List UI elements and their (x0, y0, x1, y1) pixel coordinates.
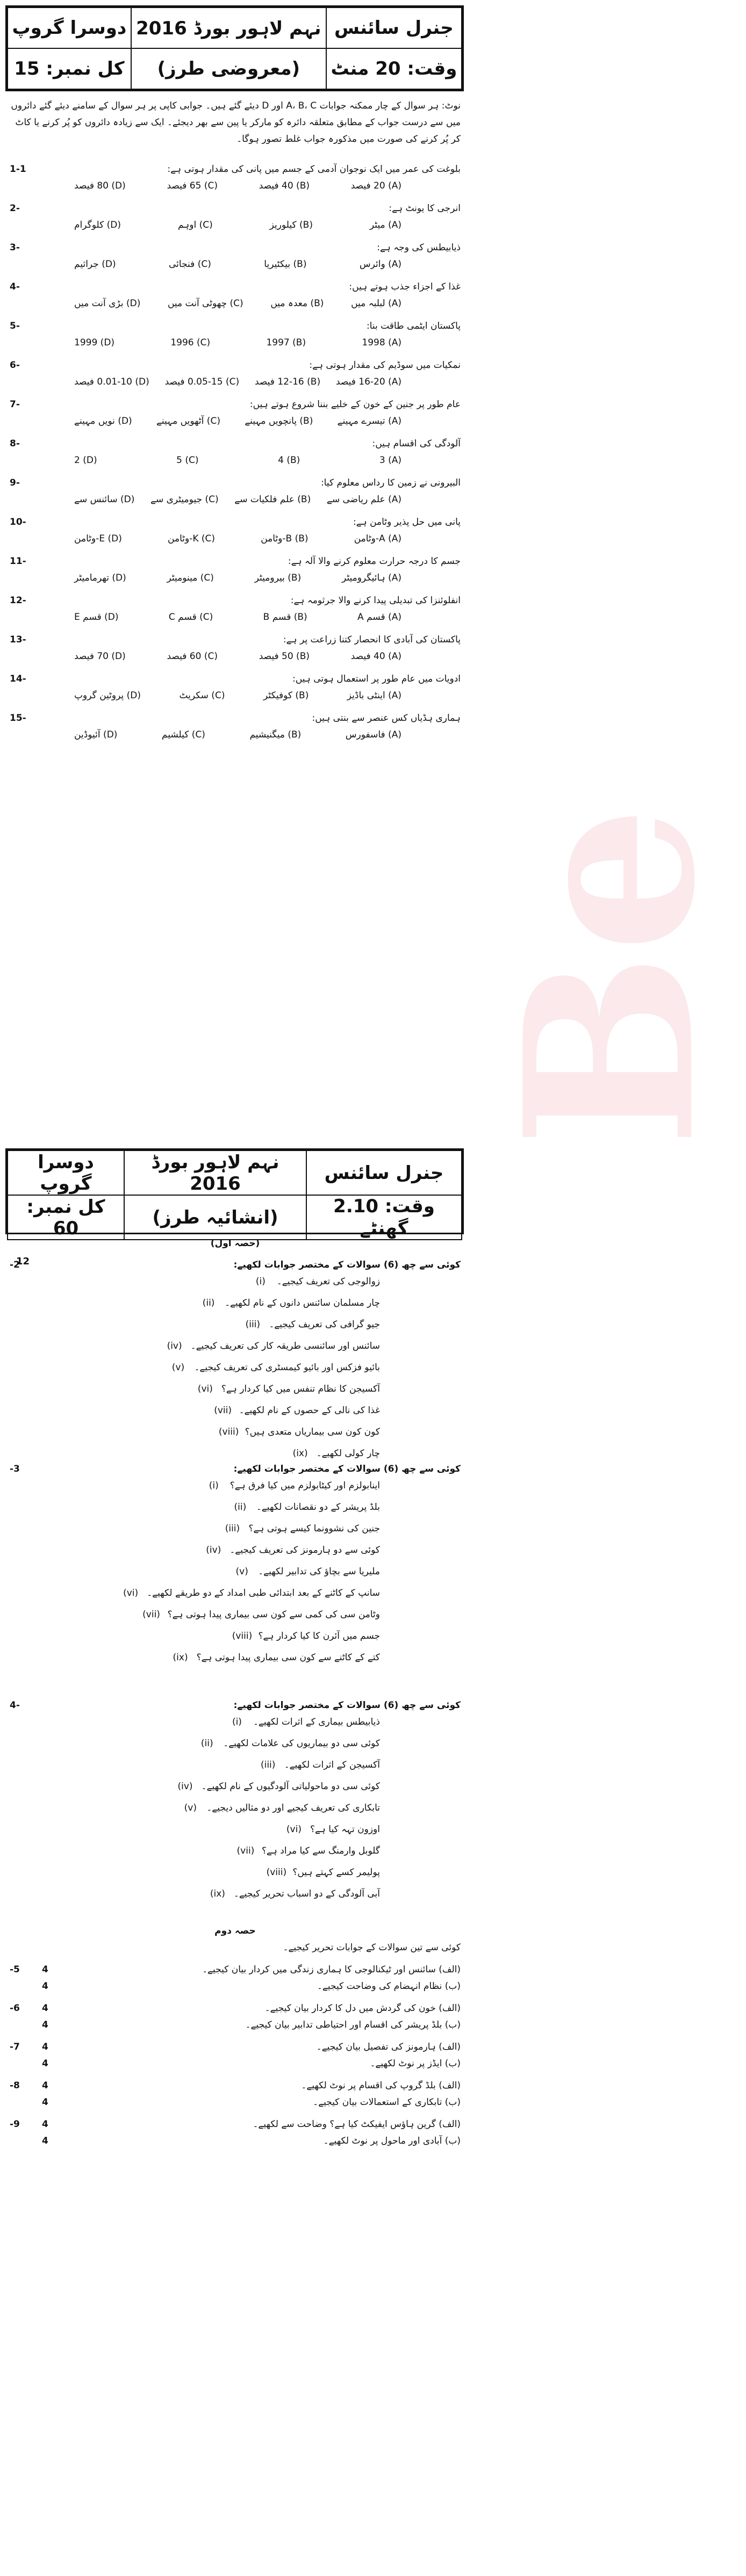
mcq-options (10, 531, 461, 547)
mcq-item (10, 318, 461, 351)
mcq-item (10, 357, 461, 390)
long-question-a-row (10, 2116, 461, 2133)
long-question-b-row (10, 2094, 461, 2111)
mcq-options (10, 295, 461, 312)
mcq-number: 7- (10, 399, 20, 410)
sub-question-text: وٹامن سی کی کمی سے کون سی بیماری پیدا ہوتی ہے؟ (167, 1609, 380, 1620)
mcq-options (10, 570, 461, 587)
long-question-b: (ب) نظام انہضام کی وضاحت کیجیے۔ (317, 1981, 461, 1992)
sub-question-text: ملیریا سے بچاؤ کی تدابیر لکھیے۔ (258, 1566, 380, 1577)
long-question (10, 1962, 461, 1995)
mcq-options (10, 648, 461, 665)
q2-sub-question (10, 1424, 461, 1441)
q2-sub-question (10, 1445, 461, 1462)
mcq-option: (C) K-وٹامن (168, 533, 216, 544)
mcq-text: بلوغت کی عمر میں ایک نوجوان آدمی کے جسم میں پانی کی مقدار ہوتی ہے: (167, 164, 461, 175)
long-question-a-row (10, 2078, 461, 2094)
mcq-item (10, 436, 461, 469)
mcq-item (10, 632, 461, 665)
mcq-section (10, 161, 461, 749)
q4-sub-question (10, 1864, 461, 1881)
mcq-option: (D) 2 (74, 455, 97, 466)
mcq-option: (C) 1996 (170, 337, 211, 348)
question-2 (10, 1257, 461, 1467)
mcq-text: ذیابیطس کی وجہ ہے: (377, 242, 461, 253)
sub-question-roman: (i) (232, 1717, 242, 1727)
sub-question-roman: (ix) (292, 1448, 308, 1459)
long-question-a-row (10, 2000, 461, 2017)
long-question-number: -9 (10, 2119, 20, 2130)
q2-sub-question (10, 1316, 461, 1333)
q3-sub-question (10, 1542, 461, 1559)
spacer (10, 1978, 35, 1995)
mcq-option: (D) کلوگرام (74, 220, 121, 230)
sub-question-text: بلڈ پریشر کے دو نقصانات لکھیے۔ (256, 1502, 380, 1513)
sub-question-text: سانپ کے کاٹنے کے بعد ابتدائی طبی امداد کے دو طریقے لکھیے۔ (147, 1588, 380, 1598)
mcq-option: (D) تھرمامیٹر (74, 573, 126, 583)
long-question-a: (الف) گرین ہاؤس ایفیکٹ کیا ہے؟ وضاحت سے لکھیے۔ (253, 2119, 461, 2130)
sub-question-text: گلوبل وارمنگ سے کیا مراد ہے؟ (261, 1846, 380, 1856)
paper2-marks: کل نمبر: 60 (8, 1195, 124, 1240)
mcq-option: (A) تیسرے مہینے (337, 416, 401, 426)
long-question-b-row (10, 2056, 461, 2072)
sub-question-text: سائنس اور سائنسی طریقہ کار کی تعریف کیجیے۔ (190, 1341, 380, 1351)
mcq-question-row (10, 475, 461, 491)
long-question-b-row (10, 2017, 461, 2034)
q4-sub-question (10, 1800, 461, 1817)
long-question-b-marks: 4 (42, 2136, 48, 2146)
mcq-text: پانی میں حل پذیر وٹامن ہے: (353, 517, 461, 527)
q3-sub-question (10, 1649, 461, 1666)
mcq-question-row (10, 514, 461, 531)
mcq-option: (C) فنجائی (169, 259, 211, 270)
mcq-item (10, 514, 461, 547)
mcq-options (10, 491, 461, 508)
mcq-option: (A) اینٹی باڈیز (347, 690, 401, 701)
mcq-option: (D) آئیوڈین (74, 729, 118, 740)
mcq-option: (B) بیکٹیریا (264, 259, 307, 270)
sub-question-roman: (iv) (177, 1781, 193, 1792)
mcq-option: (A) قسم A (357, 612, 401, 623)
sub-question-text: جنین کی نشوونما کیسے ہوتی ہے؟ (248, 1523, 380, 1534)
mcq-question-row (10, 553, 461, 570)
mcq-number: 6- (10, 360, 20, 371)
mcq-question-row (10, 240, 461, 256)
q3-sub-question (10, 1521, 461, 1537)
mcq-option: (D) 1999 (74, 337, 115, 348)
sub-question-roman: (vii) (236, 1846, 255, 1856)
q4-sub-question (10, 1778, 461, 1795)
sub-question-roman: (vii) (142, 1609, 160, 1620)
paper2-group: دوسرا گروپ (8, 1150, 124, 1195)
mcq-options (10, 256, 461, 273)
long-question-a-row (10, 1962, 461, 1978)
q4-sub-question (10, 1886, 461, 1902)
mcq-option: (B) پانچویں مہینے (245, 416, 313, 426)
q2-marks: 12 (16, 1256, 30, 1267)
mcq-number: 11- (10, 556, 26, 567)
q4-sub-question (10, 1714, 461, 1731)
mcq-option: (C) مینومیٹر (167, 573, 214, 583)
long-question-a: (الف) ہارمونز کی تفصیل بیان کیجیے۔ (316, 2042, 461, 2052)
mcq-number: 13- (10, 634, 26, 645)
long-question-b-row (10, 1978, 461, 1995)
mcq-option: (D) جراثیم (74, 259, 116, 270)
mcq-option: (C) سکریٹ (179, 690, 225, 701)
mcq-question-row (10, 592, 461, 609)
sub-question-roman: (i) (255, 1276, 266, 1287)
sub-question-roman: (iv) (206, 1545, 221, 1555)
q2-sub-question (10, 1359, 461, 1376)
q3-sub-question (10, 1607, 461, 1623)
mcq-text: انفلوئنزا کی تبدیلی پیدا کرنے والا جرثومہ ہے: (290, 595, 461, 606)
mcq-option: (A) میٹر (369, 220, 401, 230)
sub-question-text: زوالوجی کی تعریف کیجیے۔ (276, 1276, 380, 1287)
mcq-number: 8- (10, 438, 20, 449)
mcq-item (10, 592, 461, 626)
q2-number: -2 (10, 1260, 20, 1270)
q2-sub-question (10, 1338, 461, 1355)
mcq-option: (A) علم ریاضی سے (326, 494, 401, 505)
mcq-question-row (10, 318, 461, 335)
sub-question-text: ذیابیطس بیماری کے اثرات لکھیے۔ (253, 1717, 380, 1727)
mcq-option: (B) 50 فیصد (259, 651, 310, 662)
paper-type: (معروضی طرز) (131, 48, 326, 89)
mcq-options (10, 178, 461, 194)
long-question-b: (ب) ایڈز پر نوٹ لکھیے۔ (370, 2058, 461, 2069)
sub-question-text: آکسیجن کے اثرات لکھیے۔ (284, 1760, 380, 1770)
q2-head: کوئی سے چھ (6) سوالات کے مختصر جوابات لکھیے: (233, 1260, 461, 1270)
long-question-number: -7 (10, 2042, 20, 2052)
mcq-option: (D) 70 فیصد (74, 651, 126, 662)
q3-head: کوئی سے چھ (6) سوالات کے مختصر جوابات لکھیے: (233, 1464, 461, 1474)
q3-number: -3 (10, 1464, 20, 1474)
mcq-item (10, 475, 461, 508)
spacer (10, 2094, 35, 2111)
q2-sub-question (10, 1381, 461, 1398)
objective-header (5, 5, 464, 91)
mcq-question-row (10, 632, 461, 648)
paper-board: نہم لاہور بورڈ 2016 (131, 8, 326, 48)
mcq-text: عام طور پر جنین کے خون کے خلیے بننا شروع ہوتے ہیں: (249, 399, 461, 410)
mcq-number: 10- (10, 517, 26, 527)
mcq-number: 3- (10, 242, 20, 253)
mcq-options (10, 609, 461, 626)
mcq-text: ادویات میں عام طور پر استعمال ہوتی ہیں: (292, 674, 461, 684)
paper2-board: نہم لاہور بورڈ 2016 (124, 1150, 306, 1195)
long-question-a: (الف) خون کی گردش میں دل کا کردار بیان کیجیے۔ (264, 2003, 461, 2014)
long-question-b-marks: 4 (42, 2058, 48, 2069)
mcq-option: (B) میگنیشیم (249, 729, 302, 740)
q3-sub-question (10, 1628, 461, 1645)
mcq-option: (D) 0.01-10 فیصد (74, 377, 149, 387)
instructions: نوٹ: ہر سوال کے چار ممکنہ جوابات A، B، C اور D دیئے گئے ہیں۔ جوابی کاپی پر ہر سوال کے سامنے دیئے گئے دائروں میں سے درست جواب کے مطابق متعلقہ دائرہ کو مارکر یا پین سے بھر دیجئے۔ ایک سے زیادہ دائروں کو پُر کرنے یا کاٹ کر پُر کرنے کی صورت میں مذکورہ جواب غلط تصور ہوگا۔ (11, 100, 461, 144)
paper2-subject: جنرل سائنس (306, 1150, 462, 1195)
sub-question-roman: (i) (209, 1480, 219, 1491)
mcq-option: (D) E-وٹامن (74, 533, 122, 544)
sub-question-roman: (viii) (266, 1867, 287, 1878)
q4-number: 4- (10, 1700, 20, 1711)
mcq-number: 2- (10, 203, 20, 214)
spacer (10, 2133, 35, 2150)
long-question-b-marks: 4 (42, 2020, 48, 2030)
mcq-option: (B) 4 (278, 455, 300, 466)
q3-sub-question (10, 1585, 461, 1602)
mcq-option: (C) 60 فیصد (167, 651, 218, 662)
long-question (10, 2116, 461, 2150)
mcq-option: (D) بڑی آنت میں (74, 298, 141, 309)
mcq-option: (C) اوہم (177, 220, 213, 230)
sub-question-text: کوئی سی دو بیماریوں کی علامات لکھیے۔ (223, 1738, 380, 1749)
sub-question-roman: (ii) (202, 1298, 215, 1308)
question-3 (10, 1461, 461, 1671)
mcq-option: (C) جیومیٹری سے (150, 494, 219, 505)
mcq-number: 5- (10, 321, 20, 331)
sub-question-roman: (vii) (214, 1405, 232, 1416)
mcq-option: (B) B-وٹامن (261, 533, 309, 544)
mcq-number: 9- (10, 477, 20, 488)
long-question-a-marks: 4 (42, 1964, 48, 1975)
mcq-text: انرجی کا یونٹ ہے: (389, 203, 461, 214)
mcq-option: (A) 20 فیصد (350, 180, 401, 191)
q3-sub-question (10, 1564, 461, 1580)
mcq-text: نمکیات میں سوڈیم کی مقدار ہوتی ہے: (309, 360, 461, 371)
mcq-option: (B) معدہ میں (270, 298, 324, 309)
q4-head-row (10, 1697, 461, 1714)
mcq-number: 4- (10, 281, 20, 292)
mcq-option: (B) 40 فیصد (259, 180, 310, 191)
sub-question-text: کتے کے کاٹنے سے کون سی بیماری پیدا ہوتی ہے؟ (196, 1652, 380, 1663)
mcq-option: (B) قسم B (263, 612, 307, 623)
mcq-option: (B) کوفیکٹر (263, 690, 309, 701)
mcq-item (10, 279, 461, 312)
mcq-option: (D) سائنس سے (74, 494, 135, 505)
mcq-option: (C) قسم C (168, 612, 213, 623)
long-question-number: -6 (10, 2003, 20, 2014)
mcq-question-row (10, 396, 461, 413)
part2-instructions: کوئی سے تین سوالات کے جوابات تحریر کیجیے۔ (283, 1942, 461, 1953)
mcq-item (10, 240, 461, 273)
sub-question-roman: (viii) (232, 1631, 253, 1641)
long-question (10, 2000, 461, 2034)
mcq-option: (A) وائرس (359, 259, 401, 270)
q4-sub-question (10, 1757, 461, 1774)
q4-sub-question (10, 1843, 461, 1859)
part-2 (10, 1923, 461, 2150)
q2-sub-question (10, 1295, 461, 1312)
sub-question-roman: (ix) (210, 1888, 225, 1899)
mcq-option: (A) 1998 (362, 337, 401, 348)
q2-sub-question (10, 1402, 461, 1419)
long-question-b: (ب) بلڈ پریشر کی اقسام اور احتیاطی تدابیر بیان کیجیے۔ (245, 2020, 461, 2030)
sub-question-text: چار مسلمان سائنس دانوں کے نام لکھیے۔ (225, 1298, 380, 1308)
sub-question-text: آکسیجن کا نظام تنفس میں کیا کردار ہے؟ (221, 1384, 380, 1394)
mcq-option: (B) علم فلکیات سے (234, 494, 311, 505)
q3-sub-question (10, 1499, 461, 1516)
mcq-option: (C) کیلشیم (161, 729, 205, 740)
mcq-number: 15- (10, 713, 26, 723)
mcq-option: (C) آٹھویں مہینے (156, 416, 220, 426)
mcq-item (10, 553, 461, 587)
sub-question-roman: (ix) (173, 1652, 188, 1663)
mcq-option: (B) 12-16 فیصد (254, 377, 321, 387)
sub-question-text: کون کون سی بیماریاں متعدی ہیں؟ (245, 1427, 380, 1437)
sub-question-roman: (viii) (218, 1427, 239, 1437)
mcq-option: (C) 5 (176, 455, 199, 466)
mcq-item (10, 200, 461, 234)
paper-marks: کل نمبر: 15 (8, 48, 131, 89)
q4-sub-question (10, 1735, 461, 1752)
sub-question-roman: (ii) (234, 1502, 247, 1513)
mcq-question-row (10, 161, 461, 178)
mcq-text: ہماری ہڈیاں کس عنصر سے بنتی ہیں: (312, 713, 461, 723)
sub-question-text: آبی آلودگی کے دو اسباب تحریر کیجیے۔ (233, 1888, 380, 1899)
sub-question-roman: (vi) (286, 1824, 302, 1835)
subjective-header (5, 1148, 464, 1239)
part2-heading: حصہ دوم (214, 1926, 256, 1936)
sub-question-text: اینابولزم اور کیٹابولزم میں کیا فرق ہے؟ (229, 1480, 380, 1491)
long-question-number: -8 (10, 2080, 20, 2091)
q4-sub-question (10, 1821, 461, 1838)
mcq-options (10, 335, 461, 351)
paper-group: دوسرا گروپ (8, 8, 131, 48)
mcq-option: (D) قسم E (74, 612, 119, 623)
sub-question-roman: (v) (171, 1362, 185, 1373)
watermark-logo: Be (475, 806, 746, 1148)
sub-question-text: کوئی سی دو ماحولیاتی آلودگیوں کے نام لکھیے۔ (201, 1781, 380, 1792)
q4-head: کوئی سے چھ (6) سوالات کے مختصر جوابات لکھیے: (233, 1700, 461, 1711)
mcq-question-row (10, 671, 461, 688)
mcq-item (10, 396, 461, 430)
mcq-option: (A) 40 فیصد (350, 651, 401, 662)
paper-subject: جنرل سائنس (326, 8, 462, 48)
mcq-options (10, 452, 461, 469)
paper2-time: وقت: 2.10 گھنٹے (306, 1195, 462, 1240)
mcq-options (10, 727, 461, 743)
sub-question-text: جسم میں آئرن کا کیا کردار ہے؟ (258, 1631, 380, 1641)
mcq-item (10, 671, 461, 704)
long-question-a: (الف) بلڈ گروپ کی اقسام پر نوٹ لکھیے۔ (301, 2080, 461, 2091)
long-question (10, 2078, 461, 2111)
long-question-a-marks: 4 (42, 2042, 48, 2052)
sub-question-text: جیو گرافی کی تعریف کیجیے۔ (269, 1319, 380, 1330)
mcq-option: (A) لبلبہ میں (351, 298, 401, 309)
long-question-b: (ب) آبادی اور ماحول پر نوٹ لکھیے۔ (323, 2136, 461, 2146)
mcq-text: غذا کے اجزاء جذب ہوتے ہیں: (349, 281, 461, 292)
question-4 (10, 1697, 461, 1907)
mcq-item (10, 710, 461, 743)
sub-question-roman: (v) (184, 1803, 197, 1813)
mcq-option: (B) کیلوریز (269, 220, 313, 230)
mcq-question-row (10, 710, 461, 727)
q2-head-row (10, 1257, 461, 1273)
mcq-text: پاکستان کی آبادی کا انحصار کتنا زراعت پر ہے: (283, 634, 461, 645)
mcq-question-row (10, 200, 461, 217)
mcq-item (10, 161, 461, 194)
long-question-b-marks: 4 (42, 1981, 48, 1992)
mcq-option: (A) 16-20 فیصد (335, 377, 401, 387)
mcq-option: (C) چھوٹی آنت میں (167, 298, 243, 309)
mcq-question-row (10, 357, 461, 374)
sub-question-text: چار کولی لکھیے۔ (316, 1448, 380, 1459)
mcq-option: (B) 1997 (266, 337, 306, 348)
mcq-options (10, 413, 461, 430)
sub-question-roman: (v) (235, 1566, 248, 1577)
long-question-a-marks: 4 (42, 2080, 48, 2091)
mcq-text: آلودگی کی اقسام ہیں: (372, 438, 461, 449)
long-question-a-marks: 4 (42, 2003, 48, 2014)
q3-sub-question (10, 1478, 461, 1494)
mcq-text: جسم کا درجہ حرارت معلوم کرنے والا آلہ ہے: (288, 556, 461, 567)
sub-question-roman: (vi) (197, 1384, 213, 1394)
mcq-text: البیرونی نے زمین کا رداس معلوم کیا: (320, 477, 461, 488)
long-question-a-marks: 4 (42, 2119, 48, 2130)
mcq-option: (C) 0.05-15 فیصد (164, 377, 240, 387)
sub-question-roman: (iii) (245, 1319, 261, 1330)
paper-time: وقت: 20 منٹ (326, 48, 462, 89)
long-question-a: (الف) سائنس اور ٹیکنالوجی کا ہماری زندگی میں کردار بیان کیجیے۔ (202, 1964, 461, 1975)
mcq-text: پاکستان ایٹمی طاقت بنا: (366, 321, 461, 331)
sub-question-text: اوزون تہہ کیا ہے؟ (310, 1824, 380, 1835)
q2-sub-question (10, 1273, 461, 1290)
sub-question-roman: (ii) (200, 1738, 213, 1749)
mcq-option: (A) A-وٹامن (354, 533, 401, 544)
part1-heading: (حصہ اول) (210, 1238, 260, 1249)
sub-question-roman: (iv) (167, 1341, 182, 1351)
long-question-b-row (10, 2133, 461, 2150)
spacer (10, 2056, 35, 2072)
sub-question-text: پولیمر کسے کہتے ہیں؟ (292, 1867, 380, 1878)
sub-question-text: کوئی سے دو ہارمونز کی تعریف کیجیے۔ (229, 1545, 380, 1555)
spacer (10, 2017, 35, 2034)
q3-head-row (10, 1461, 461, 1478)
mcq-option: (A) 3 (379, 455, 401, 466)
mcq-option: (D) 80 فیصد (74, 180, 126, 191)
sub-question-roman: (iii) (225, 1523, 240, 1534)
long-question (10, 2039, 461, 2072)
sub-question-text: غذا کی نالی کے حصوں کے نام لکھیے۔ (239, 1405, 380, 1416)
mcq-number: 14- (10, 674, 26, 684)
mcq-option: (D) نویں مہینے (74, 416, 132, 426)
long-questions (10, 1962, 461, 2150)
mcq-option: (D) پروٹین گروپ (74, 690, 141, 701)
mcq-option: (C) 65 فیصد (167, 180, 218, 191)
mcq-option: (B) بیرومیٹر (254, 573, 302, 583)
mcq-option: (A) فاسفورس (345, 729, 401, 740)
long-question-b-marks: 4 (42, 2097, 48, 2108)
mcq-options (10, 688, 461, 704)
mcq-question-row (10, 279, 461, 295)
mcq-options (10, 374, 461, 390)
part1-title (10, 1235, 461, 1252)
long-question-b: (ب) تابکاری کے استعمالات بیان کیجیے۔ (313, 2097, 461, 2108)
sub-question-roman: (vi) (123, 1588, 139, 1598)
mcq-option: (A) ہائیگرومیٹر (341, 573, 401, 583)
sub-question-text: تابکاری کی تعریف کیجیے اور دو مثالیں دیجیے۔ (206, 1803, 380, 1813)
mcq-number: 12- (10, 595, 26, 606)
sub-question-roman: (iii) (260, 1760, 276, 1770)
mcq-options (10, 217, 461, 234)
mcq-question-row (10, 436, 461, 452)
paper2-type: (انشائیہ طرز) (124, 1195, 306, 1240)
long-question-number: -5 (10, 1964, 20, 1975)
sub-question-text: بائیو فزکس اور بائیو کیمسٹری کی تعریف کیجیے۔ (194, 1362, 380, 1373)
mcq-number: 1-1 (10, 164, 26, 175)
long-question-a-row (10, 2039, 461, 2056)
